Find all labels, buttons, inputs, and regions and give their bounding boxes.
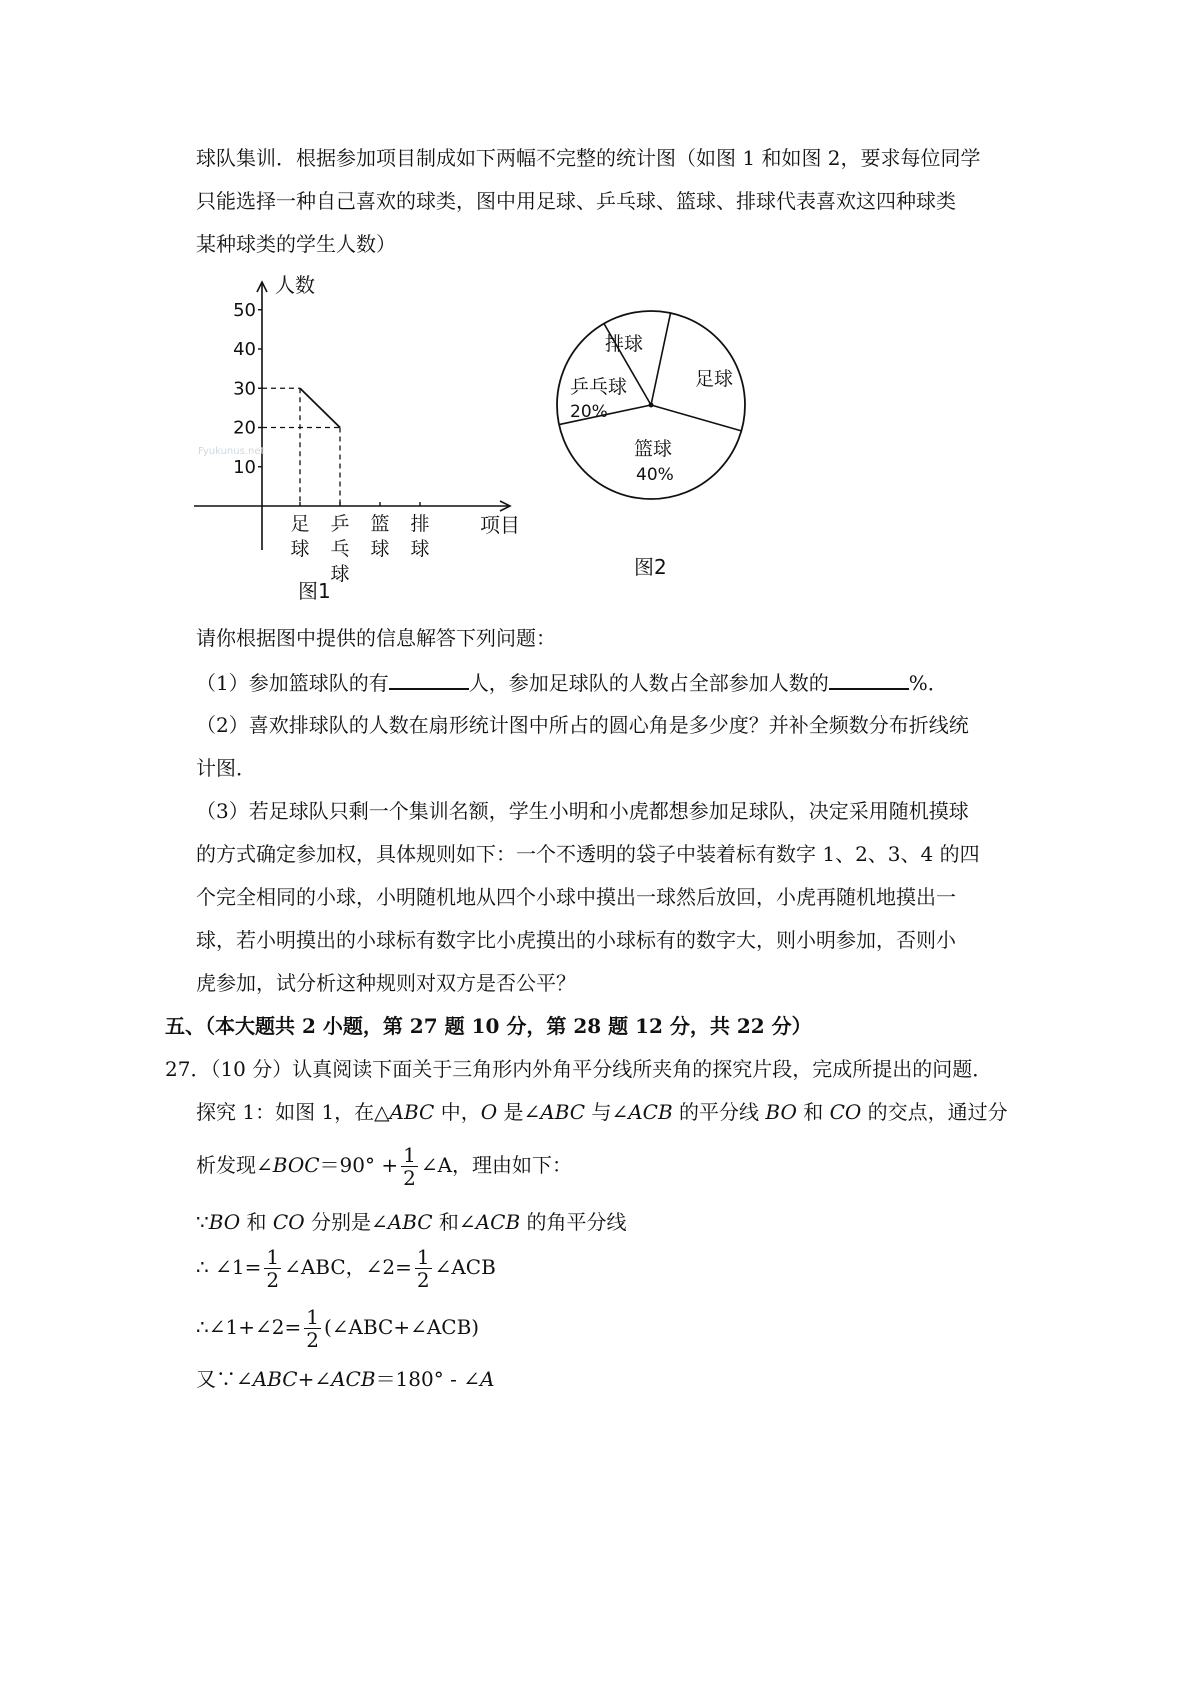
question-2-line-2: 计图．: [196, 756, 256, 780]
frac-num: 1: [266, 1245, 280, 1269]
slice-label-volleyball: 排球: [605, 333, 644, 355]
q27-l2-c: 中，: [434, 1100, 481, 1124]
q27-l2-h: ACB: [628, 1100, 673, 1124]
figure-2-caption: 图2: [634, 555, 667, 579]
q27-l3-c: ＝90° +: [319, 1153, 399, 1177]
answer-blank-football-percent[interactable]: [829, 670, 909, 690]
fraction-one-half: [415, 1246, 432, 1291]
question-3-line-2: 的方式确定参加权，具体规则如下：一个不透明的袋子中装着标有数字 1、2、3、4 的四: [196, 842, 980, 866]
q27-l3-b: BOC: [272, 1153, 320, 1177]
q27-line-7: [196, 1367, 494, 1391]
q27-l5-a: ∴ ∠1=: [196, 1255, 262, 1279]
q27-l4-g: 和∠: [432, 1210, 476, 1234]
q27-l7-f: A: [479, 1367, 495, 1391]
q27-line-1: 27．（10 分）认真阅读下面关于三角形内外角平分线所夹角的探究片段，完成所提出的问题．: [165, 1057, 993, 1081]
x-tick-label: 篮: [370, 513, 390, 535]
answer-blank-basketball[interactable]: [389, 670, 469, 690]
y-tick-label: 50: [233, 299, 256, 321]
x-tick-label: 排: [410, 513, 430, 535]
slice-label-basketball: 篮球: [634, 438, 673, 460]
q27-l4-i: 的角平分线: [520, 1210, 627, 1234]
frac-den: 2: [416, 1268, 430, 1292]
q27-l2-d: O: [480, 1100, 498, 1124]
q1-text-b: 人，参加足球队的人数占全部参加人数的: [468, 671, 829, 695]
q27-l2-k: 和: [796, 1100, 830, 1124]
y-tick-label: 40: [233, 339, 256, 360]
q27-l4-d: CO: [272, 1210, 305, 1234]
q27-l2-l: CO: [829, 1100, 862, 1124]
q27-l2-g: 与∠: [585, 1100, 629, 1124]
y-tick-label: 10: [233, 456, 256, 478]
intro-line-3: 某种球类的学生人数）: [196, 232, 396, 256]
slice-label-football: 足球: [695, 368, 734, 390]
slice-percent-pingpong: 20%: [570, 402, 608, 422]
q27-l4-e: 分别是∠: [304, 1210, 388, 1234]
q27-l2-m: 的交点，通过分: [861, 1100, 1008, 1124]
q27-l4-f: ABC: [387, 1210, 433, 1234]
figure-1-caption: 图1: [298, 579, 331, 603]
q27-line-3: [196, 1142, 572, 1189]
question-3-line-3: 个完全相同的小球，小明随机地从四个小球中摸出一球然后放回，小虎再随机地摸出一: [196, 885, 956, 909]
q27-l3-d: ∠A，理由如下：: [420, 1153, 573, 1177]
question-3-line-5: 虎参加，试分析这种规则对双方是否公平？: [196, 971, 576, 995]
q27-l5-c: ∠ACB: [434, 1255, 496, 1279]
q27-l2-b: ABC: [389, 1100, 435, 1124]
x-tick-label: 乓: [330, 538, 350, 560]
question-1: [196, 670, 948, 695]
fraction-one-half: [304, 1306, 321, 1351]
slice-label-pingpong: 乒乓球: [570, 376, 628, 398]
q27-l7-c: +∠: [297, 1367, 332, 1391]
slice-boundary: [651, 313, 671, 405]
series-line: [300, 388, 340, 427]
question-3-line-4: 球，若小明摸出的小球标有数字比小虎摸出的小球标有的数字大，则小明参加，否则小: [196, 928, 956, 952]
q27-l2-e: 是∠: [497, 1100, 541, 1124]
q27-l7-d: ACB: [331, 1367, 376, 1391]
fraction-one-half: [264, 1246, 281, 1291]
q27-l4-b: BO: [208, 1210, 241, 1234]
q27-line-6: [196, 1304, 479, 1351]
q27-line-4: [196, 1210, 627, 1234]
frac-den: 2: [403, 1166, 416, 1190]
x-tick-label: 球: [330, 563, 350, 585]
figure-2-pie-chart: [550, 280, 770, 590]
q27-l2-i: 的平分线: [672, 1100, 766, 1124]
q27-l4-h: ACB: [475, 1210, 521, 1234]
figure-1-line-chart: [180, 270, 550, 610]
x-axis-label: 项目: [480, 513, 520, 537]
y-tick-label: 20: [233, 417, 256, 439]
question-2-line-1: （2）喜欢排球队的人数在扇形统计图中所占的圆心角是多少度？并补全频数分布折线统: [196, 713, 969, 737]
q27-l6-a: ∴∠1+∠2=: [196, 1315, 302, 1339]
frac-num: 1: [403, 1143, 416, 1167]
q1-text-a: （1）参加篮球队的有: [196, 671, 389, 695]
frac-den: 2: [306, 1328, 319, 1352]
q27-l4-a: ∵: [196, 1210, 209, 1234]
intro-line-1: 球队集训．根据参加项目制成如下两幅不完整的统计图（如图 1 和如图 2，要求每位同学: [196, 146, 981, 170]
x-tick-label: 球: [410, 538, 430, 560]
question-prompt: 请你根据图中提供的信息解答下列问题：: [196, 626, 556, 650]
x-tick-label: 球: [370, 538, 390, 560]
slice-percent-basketball: 40%: [636, 465, 674, 485]
intro-line-2: 只能选择一种自己喜欢的球类，图中用足球、乒乓球、篮球、排球代表喜欢这四种球类: [196, 189, 956, 213]
q1-text-c: %．: [908, 671, 948, 695]
x-tick-label: 乒: [330, 513, 350, 535]
fraction-one-half: [401, 1144, 418, 1189]
frac-den: 2: [266, 1268, 280, 1292]
slice-boundary: [651, 405, 741, 431]
watermark: Fyukunus.net: [198, 446, 265, 457]
section-heading: 五、（本大题共 2 小题，第 27 题 10 分，第 28 题 12 分，共 22 分）: [165, 1014, 812, 1038]
q27-l5-b: ∠ABC，∠2=: [284, 1255, 412, 1279]
q27-l3-a: 析发现∠: [196, 1153, 273, 1177]
x-tick-label: 足: [290, 513, 310, 535]
y-axis-label: 人数: [275, 273, 315, 297]
q27-l2-f: ABC: [540, 1100, 586, 1124]
q27-line-5: [196, 1244, 496, 1291]
pie-center: [649, 403, 654, 408]
frac-num: 1: [416, 1245, 430, 1269]
q27-l6-b: (∠ABC+∠ACB): [323, 1315, 480, 1339]
x-tick-label: 球: [290, 538, 310, 560]
q27-l7-a: 又∵∠: [196, 1367, 253, 1391]
y-tick-label: 30: [233, 378, 256, 400]
q27-l4-c: 和: [240, 1210, 273, 1234]
frac-num: 1: [306, 1305, 319, 1329]
q27-l7-b: ABC: [252, 1367, 298, 1391]
q27-l2-a: 探究 1：如图 1，在△: [196, 1100, 390, 1124]
q27-l7-e: ＝180° - ∠: [375, 1367, 480, 1391]
q27-line-2: [196, 1100, 1008, 1124]
question-3-line-1: （3）若足球队只剩一个集训名额，学生小明和小虎都想参加足球队，决定采用随机摸球: [196, 799, 969, 823]
q27-l2-j: BO: [765, 1100, 797, 1124]
